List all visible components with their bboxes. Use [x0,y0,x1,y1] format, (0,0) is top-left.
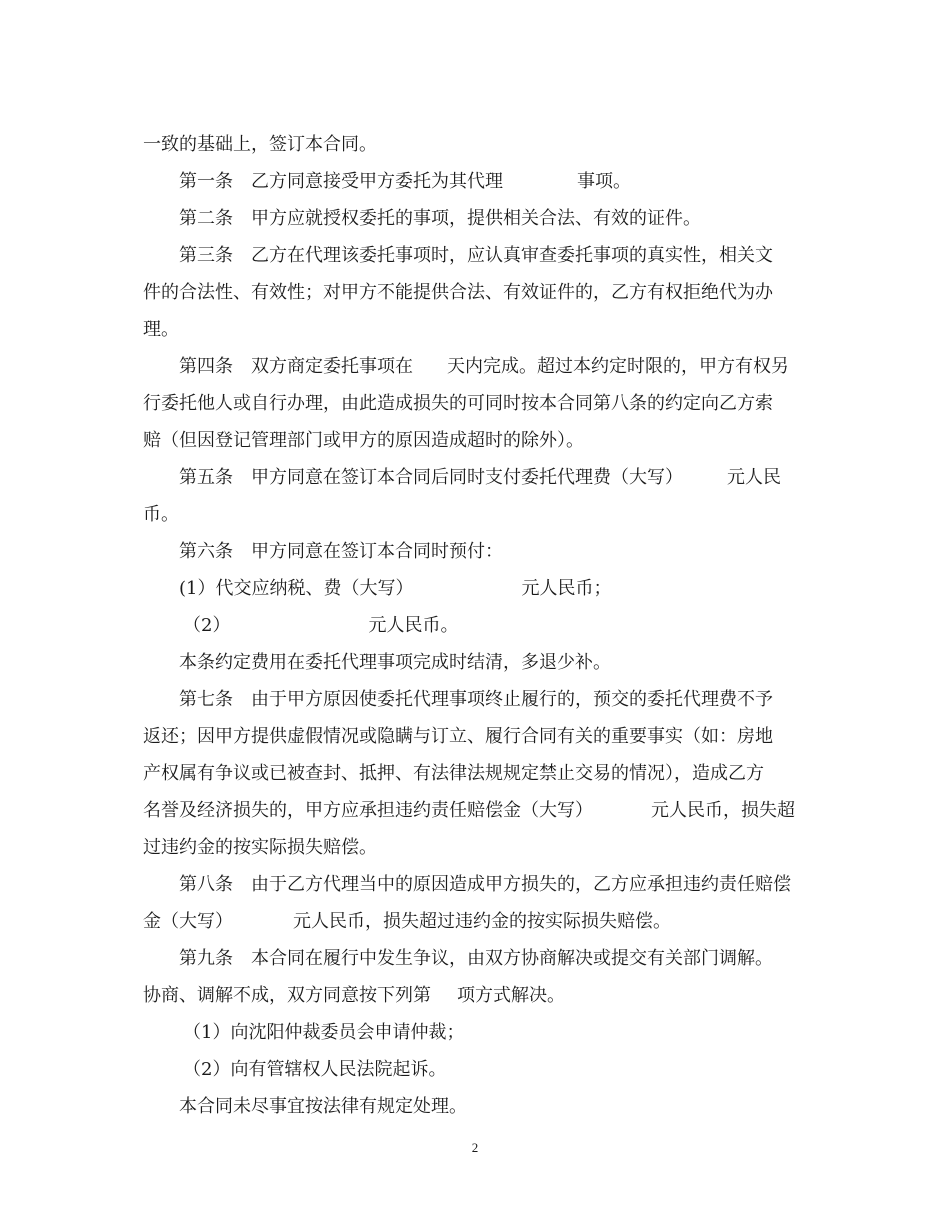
paragraph-line [143,385,813,422]
article-4-line [143,348,813,385]
text-span: 第二条 甲方应就授权委托的事项，提供相关合法、有效的证件。 [179,208,701,229]
page-number: 2 [471,1140,479,1155]
text-span: 元人民币； [521,578,612,599]
list-item [143,570,813,607]
paragraph-line [143,718,813,755]
text-span: 元人民 [727,467,781,488]
article-3-line [143,237,813,274]
article-8-line [143,866,813,903]
text-span: 币。 [143,504,179,525]
text-span: 金（大写） [143,911,233,932]
text-span: 第九条 本合同在履行中发生争议，由双方协商解决或提交有关部门调解。 [179,948,773,969]
article-5-line [143,459,813,496]
text-span: （2）向有管辖权人民法院起诉。 [183,1059,447,1080]
article-6-line [143,533,813,570]
text-span: 元人民币，损失超过违约金的按实际损失赔偿。 [293,911,671,932]
text-span: 第五条 甲方同意在签订本合同后同时支付委托代理费（大写） [179,467,683,488]
text-span: 天内完成。超过本约定时限的，甲方有权另 [447,356,789,377]
text-span: 元人民币，损失超 [651,800,795,821]
text-span: （2） [183,615,231,636]
text-span: 理。 [143,319,179,340]
text-span: 第八条 由于乙方代理当中的原因造成甲方损失的，乙方应承担违约责任赔偿 [179,874,791,895]
text-span: 名誉及经济损失的，甲方应承担违约责任赔偿金（大写） [143,800,593,821]
paragraph-line [143,1088,813,1125]
text-span: 产权属有争议或已被查封、抵押、有法律法规规定禁止交易的情况），造成乙方 [143,763,764,784]
document-body [143,126,813,1125]
text-span: 本条约定费用在委托代理事项完成时结清，多退少补。 [179,652,611,673]
text-span: 赔（但因登记管理部门或甲方的原因造成超时的除外）。 [143,430,584,451]
paragraph-line [143,977,813,1014]
paragraph-line [143,311,813,348]
paragraph-line [143,422,813,459]
list-item [143,1014,813,1051]
article-9-line [143,940,813,977]
paragraph-line [143,792,813,829]
paragraph-line [143,126,813,163]
text-span: 协商、调解不成，双方同意按下列第 [143,985,431,1006]
paragraph-line [143,829,813,866]
paragraph-line [143,274,813,311]
paragraph-line [143,644,813,681]
text-span: 一致的基础上，签订本合同。 [143,134,377,155]
list-item [143,1051,813,1088]
article-1-line [143,163,813,200]
text-span: 第六条 甲方同意在签订本合同时预付： [179,541,503,562]
text-span: 行委托他人或自行办理，由此造成损失的可同时按本合同第八条的约定向乙方索 [143,393,773,414]
text-span: 项方式解决。 [457,985,565,1006]
text-span: 元人民币。 [368,615,459,636]
text-span: 第七条 由于甲方原因使委托代理事项终止履行的，预交的委托代理费不予 [179,689,773,710]
text-span: 第四条 双方商定委托事项在 [179,356,413,377]
text-span: 事项。 [577,171,631,192]
text-span: 第一条 乙方同意接受甲方委托为其代理 [179,171,503,192]
text-span: 本合同未尽事宜按法律有规定处理。 [179,1096,467,1117]
article-7-line [143,681,813,718]
article-2-line [143,200,813,237]
text-span: 返还；因甲方提供虚假情况或隐瞒与订立、履行合同有关的重要事实（如：房地 [143,726,773,747]
text-span: 件的合法性、有效性；对甲方不能提供合法、有效证件的，乙方有权拒绝代为办 [143,282,773,303]
list-item [143,607,813,644]
paragraph-line [143,755,813,792]
paragraph-line [143,496,813,533]
text-span: 第三条 乙方在代理该委托事项时，应认真审查委托事项的真实性，相关文 [179,245,773,266]
text-span: (1）代交应纳税、费（大写） [179,578,414,599]
paragraph-line [143,903,813,940]
text-span: （1）向沈阳仲裁委员会申请仲裁； [183,1022,465,1043]
text-span: 过违约金的按实际损失赔偿。 [143,837,377,858]
